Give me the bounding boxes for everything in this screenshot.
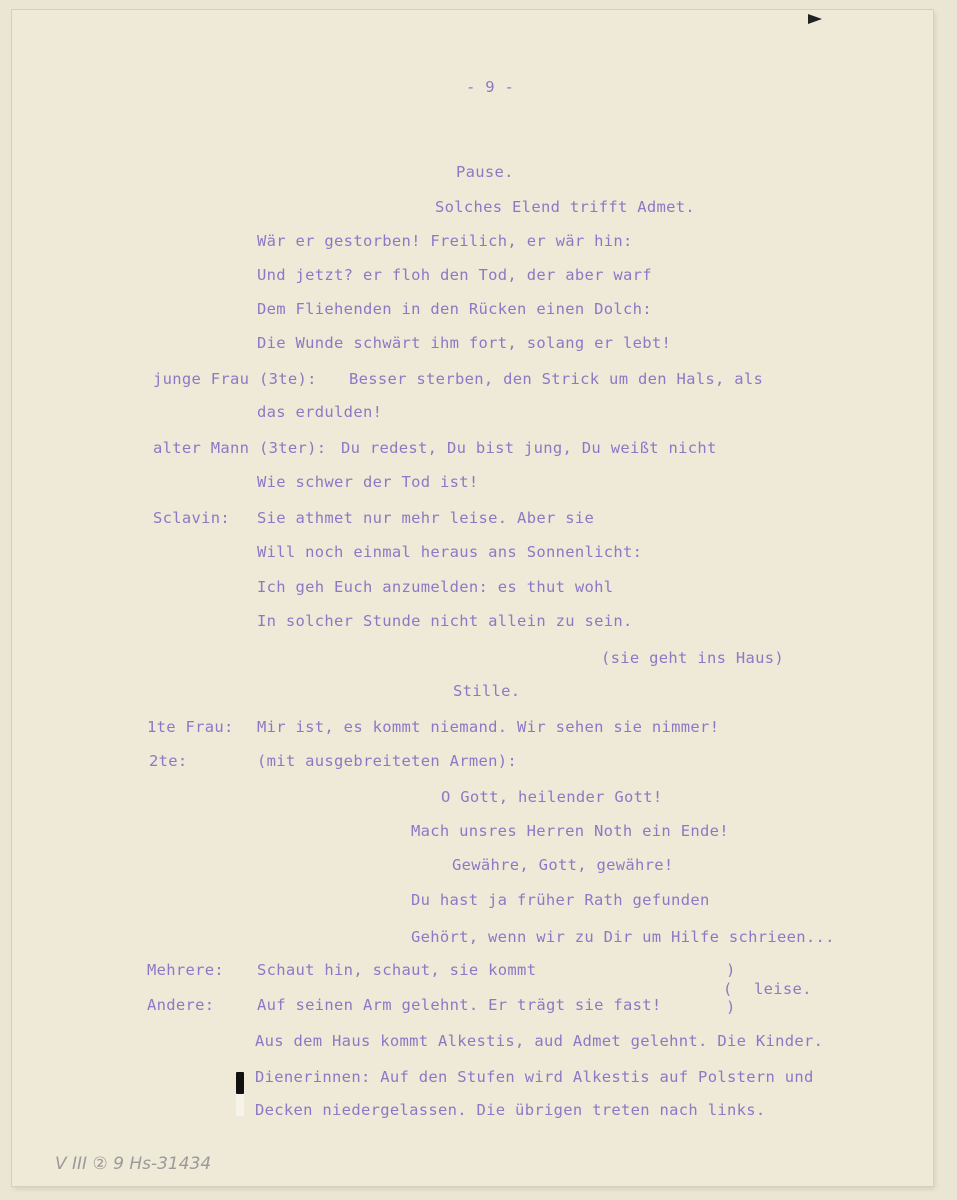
stage-direction: Decken niedergelassen. Die übrigen treten nach links. — [255, 1101, 766, 1119]
verse-line: Dem Fliehenden in den Rücken einen Dolch: — [257, 300, 652, 318]
speaker-1te-frau: 1te Frau: — [147, 718, 234, 736]
verse-line: Und jetzt? er floh den Tod, der aber warf — [257, 266, 652, 284]
speaker-sclavin: Sclavin: — [153, 509, 231, 527]
stage-direction-stille: Stille. — [453, 682, 521, 700]
verse-line: Die Wunde schwärt ihm fort, solang er lebt! — [257, 334, 672, 352]
verse-line: In solcher Stunde nicht allein zu sein. — [257, 612, 633, 630]
stage-direction-pause: Pause. — [456, 163, 514, 181]
verse-line: Gewähre, Gott, gewähre! — [452, 856, 674, 874]
speaker-2te: 2te: — [149, 752, 188, 770]
verse-line: Gehört, wenn wir zu Dir um Hilfe schrieen... — [411, 928, 835, 946]
archive-tab-mark — [236, 1072, 244, 1094]
stage-direction: Dienerinnen: Auf den Stufen wird Alkestis auf Polstern und — [255, 1068, 814, 1086]
bracket: ) — [726, 961, 736, 979]
bracket: ) — [726, 998, 736, 1016]
verse-line: Schaut hin, schaut, sie kommt — [257, 961, 537, 979]
stage-direction: (sie geht ins Haus) — [601, 649, 785, 667]
verse-line: Sie athmet nur mehr leise. Aber sie — [257, 509, 595, 527]
speaker-alter-mann: alter Mann (3ter): — [153, 439, 327, 457]
verse-line: Mach unsres Herren Noth ein Ende! — [411, 822, 729, 840]
speaker-andere: Andere: — [147, 996, 215, 1014]
verse-line: Will noch einmal heraus ans Sonnenlicht: — [257, 543, 643, 561]
speaker-mehrere: Mehrere: — [147, 961, 225, 979]
stage-direction-leise: leise. — [754, 980, 812, 998]
verse-line: Du hast ja früher Rath gefunden — [411, 891, 710, 909]
archive-tab-mark-white — [236, 1094, 244, 1116]
verse-line: Du redest, Du bist jung, Du weißt nicht — [341, 439, 717, 457]
archive-signature-note: V III ② 9 Hs-31434 — [55, 1154, 212, 1174]
verse-line: das erdulden! — [257, 403, 383, 421]
verse-line: O Gott, heilender Gott! — [441, 788, 663, 806]
verse-line: Wär er gestorben! Freilich, er wär hin: — [257, 232, 633, 250]
page-number: - 9 - — [466, 78, 515, 96]
verse-line: Auf seinen Arm gelehnt. Er trägt sie fast! — [257, 996, 662, 1014]
speaker-junge-frau: junge Frau (3te): — [153, 370, 317, 388]
verse-line: Wie schwer der Tod ist! — [257, 473, 479, 491]
stage-direction: (mit ausgebreiteten Armen): — [257, 752, 518, 770]
stage-direction: Aus dem Haus kommt Alkestis, aud Admet gelehnt. Die Kinder. — [255, 1032, 824, 1050]
verse-line: Ich geh Euch anzumelden: es thut wohl — [257, 578, 614, 596]
bracket: ( — [723, 980, 733, 998]
verse-line: Besser sterben, den Strick um den Hals, als — [349, 370, 764, 388]
corner-arrow-mark — [808, 14, 822, 24]
verse-line: Mir ist, es kommt niemand. Wir sehen sie nimmer! — [257, 718, 720, 736]
verse-line: Solches Elend trifft Admet. — [435, 198, 696, 216]
